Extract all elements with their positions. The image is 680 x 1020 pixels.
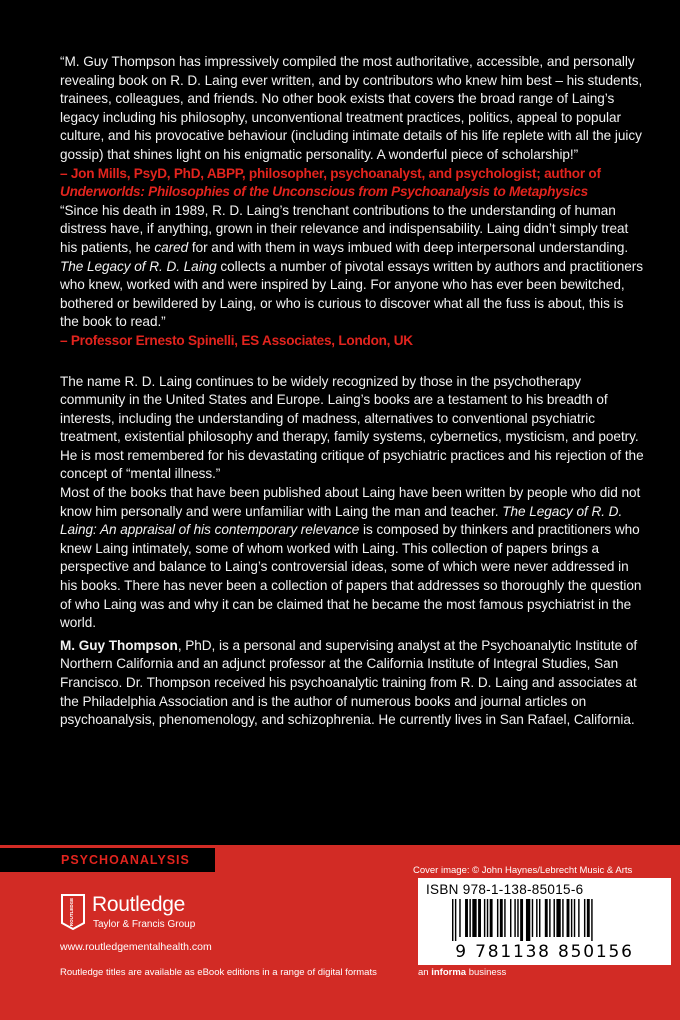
isbn-label: ISBN 978-1-138-85015-6	[426, 882, 584, 897]
quote-attribution: – Professor Ernesto Spinelli, ES Associates, London, UK	[60, 332, 413, 348]
endorsement-spinelli	[60, 202, 645, 351]
barcode-bar	[517, 899, 518, 937]
endorsement-mills	[60, 53, 645, 202]
barcode-bar	[562, 899, 563, 937]
barcode-bar	[510, 899, 511, 937]
barcode-bar	[455, 899, 456, 941]
barcode-bar	[484, 899, 485, 937]
barcode-bar	[571, 899, 572, 937]
quote-attribution-book: Underworlds: Philosophies of the Unconscious from Psychoanalysis to Metaphysics	[60, 184, 588, 200]
barcode-bar	[500, 899, 503, 937]
barcode-bar	[539, 899, 540, 937]
informa-business-note	[418, 967, 506, 978]
informa-prefix: an	[418, 967, 432, 978]
logo-letters: ROUTLEDGE	[69, 897, 74, 927]
book-title: The Legacy of R. D. Laing: An appraisal of his contemporary relevance	[60, 503, 623, 538]
subject-category-label: PSYCHOANALYSIS	[0, 848, 215, 872]
barcode-bar	[459, 899, 460, 937]
barcode-bar	[584, 899, 585, 937]
barcode-bar	[532, 899, 533, 937]
description-paragraph-1: The name R. D. Laing continues to be widely recognized by those in the psychotherapy community in the United States and Europe. Laing’s books are a testament to his breadth of interests, including the understanding of madness, alternatives to conventional psychiatric treatment, existential philosophy and therapy, family systems, cybernetics, mysticism, and poetry. He is most remembered for his devastating critique of psychiatric practices and his rejection of the concept of “mental illness.”	[60, 373, 644, 482]
quote-text-2: for and with them in ways imbued with deep interpersonal understanding.	[188, 239, 629, 255]
routledge-logo-icon	[60, 893, 86, 931]
barcode-bar	[526, 899, 530, 941]
quote-text-3: collects a number of pivotal essays written by authors and practitioners who knew, worked with and were inspired by Laing. For anyone who has ever been bewitched, bothered or bewildered by Laing, or who is curious to discover what all the fuss is about, this is the book to read.”	[60, 258, 643, 330]
quote-text: “M. Guy Thompson has impressively compiled the most authoritative, accessible, and personally revealing book on R. D. Laing ever written, and by contributors who knew him best – his students, trainees, colleagues, and friends. No other book exists that covers the broad range of Laing’s legacy including his philosophy, unconventional treatment practices, politics, appeal to popular culture, and his provocative behaviour (including intimate details of his life replete with all the juicy gossip) that shines light on his enigmatic personality. A wonderful piece of scholarship!”	[60, 54, 643, 162]
quote-emphasis-cared: cared	[154, 239, 189, 255]
barcode-bar	[578, 899, 579, 937]
paragraph-text: Most of the books that have been published about Laing have been written by people who did not know him personally and were unfamiliar with Laing the man and teacher.	[60, 485, 641, 519]
description-paragraph-2	[60, 484, 645, 633]
barcode-bar	[567, 899, 570, 937]
back-cover-text	[60, 53, 645, 730]
barcode-bar	[554, 899, 555, 937]
barcode-bar	[490, 899, 493, 937]
barcode-bar	[520, 899, 523, 941]
barcode-bar	[472, 899, 476, 937]
barcode-bar	[556, 899, 560, 937]
barcode-bar	[587, 899, 590, 937]
barcode-bar	[478, 899, 481, 937]
author-bio	[60, 637, 645, 730]
barcode-bar	[487, 899, 488, 937]
barcode-bar	[504, 899, 505, 937]
publisher-website-link[interactable]: www.routledgementalhealth.com	[60, 941, 212, 953]
barcode-bar	[452, 899, 453, 941]
ebook-note: Routledge titles are available as eBook editions in a range of digital formats	[60, 967, 377, 978]
barcode-digits: 9 781138 850156	[455, 942, 634, 962]
author-name: M. Guy Thompson	[60, 637, 178, 653]
informa-word: informa	[431, 967, 467, 978]
barcode-box	[418, 878, 671, 965]
barcode-bar	[591, 899, 592, 941]
barcode-bar	[469, 899, 470, 937]
quote-text-1: “Since his death in 1989, R. D. Laing’s trenchant contributions to the understanding of human distress have, if anything, grown in their relevance and indispensability. Laing didn’t simply treat his patients, he	[60, 202, 629, 255]
barcode-icon	[452, 899, 642, 941]
quote-attribution: – Jon Mills, PsyD, PhD, ABPP, philosopher, psychoanalyst, and psychologist; author of	[60, 165, 601, 181]
informa-suffix: business	[466, 967, 507, 978]
barcode-bar	[574, 899, 575, 937]
barcode-bar	[497, 899, 498, 937]
publisher-name: Routledge	[92, 893, 186, 916]
paragraph-text: is composed by thinkers and practitioners who knew Laing intimately, some of whom worked with Laing. This collection of papers brings a perspective and balance to Laing’s controversial ideas, some of which were never addressed in his books. There has never been a collection of papers that addresses so thoroughly the question of who Laing was and why it can be claimed that he became the most famous psychiatrist in the world.	[60, 522, 642, 631]
barcode-bar	[549, 899, 550, 937]
barcode-bar	[465, 899, 468, 937]
publisher-group: Taylor & Francis Group	[93, 919, 196, 930]
cover-image-credit: Cover image: © John Haynes/Lebrecht Music & Arts	[413, 865, 633, 876]
quote-book-title: The Legacy of R. D. Laing	[60, 258, 217, 274]
author-bio-text: , PhD, is a personal and supervising analyst at the Psychoanalytic Institute of Northern California and an adjunct professor at the California Institute of Integral Studies, San Francisco. Dr. Thompson received his psychoanalytic training from R. D. Laing and associates at the Philadelphia Association and is the author of numerous books and journal articles on psychoanalysis, phenomenology, and schizophrenia. He currently lives in San Rafael, California.	[60, 637, 638, 728]
barcode-bar	[536, 899, 537, 937]
barcode-bar	[545, 899, 548, 937]
barcode-bar	[514, 899, 515, 937]
